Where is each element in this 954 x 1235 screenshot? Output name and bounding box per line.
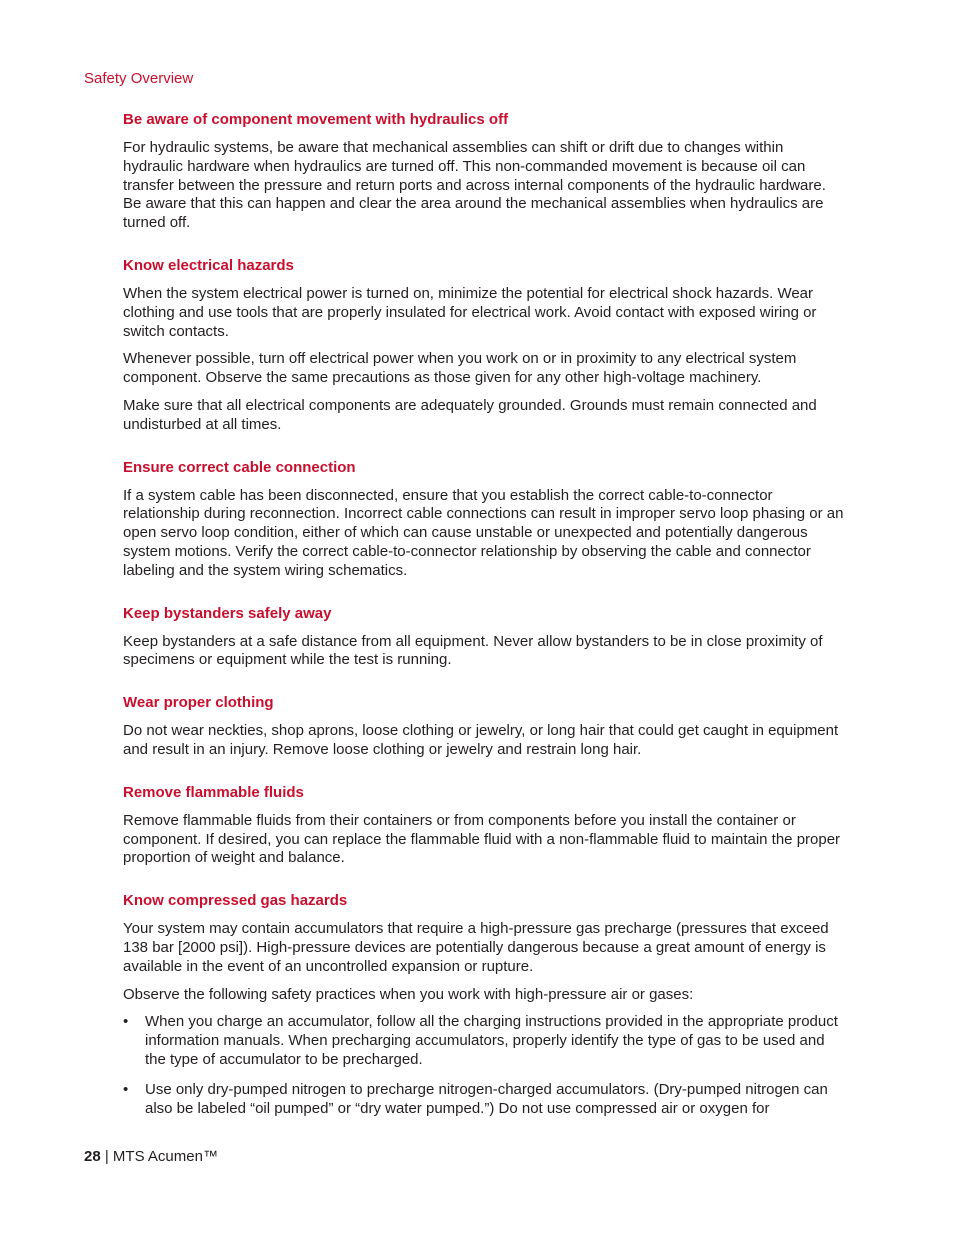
- section-flammable-fluids: [123, 783, 845, 868]
- bullet-glyph: •: [123, 1080, 129, 1098]
- section-heading: Ensure correct cable connection: [123, 458, 356, 476]
- bullet-list: [123, 1013, 845, 1118]
- section-heading: Wear proper clothing: [123, 694, 274, 712]
- paragraph: For hydraulic systems, be aware that mechanical assemblies can shift or drift due to changes within hydraulic hardware when hydraulics are turned off. This non-commanded movement is because oil can transfer between the pressure and return ports and across internal components of the hydraulic hardware. Be aware that this can happen and clear the area around the mechanical assemblies when hydraulics are turned off.: [123, 139, 826, 232]
- section-bystanders: [123, 604, 845, 671]
- list-item: [123, 1081, 845, 1119]
- product-name: MTS Acumen™: [112, 1148, 218, 1165]
- page-number: 28: [84, 1148, 101, 1165]
- paragraph: Keep bystanders at a safe distance from all equipment. Never allow bystanders to be in close proximity of specimens or equipment while the test is running.: [123, 632, 823, 669]
- paragraph: Remove flammable fluids from their containers or from components before you install the container or component. If desired, you can replace the flammable fluid with a non-flammable fluid to maintain the proper proportion of weight and balance.: [123, 811, 841, 867]
- page-content: [123, 110, 845, 1129]
- section-clothing: [123, 693, 845, 760]
- section-heading: Know electrical hazards: [123, 256, 294, 274]
- running-head: Safety Overview: [84, 70, 194, 87]
- page-footer: [84, 1148, 218, 1165]
- section-heading: Know compressed gas hazards: [123, 892, 348, 910]
- footer-separator: |: [100, 1148, 113, 1165]
- section-electrical-hazards: [123, 256, 845, 435]
- list-item-text: Use only dry-pumped nitrogen to precharge nitrogen-charged accumulators. (Dry-pumped nitrogen can also be labeled “oil pumped” or “dry water pumped.”) Do not use compressed air or oxygen for: [145, 1080, 828, 1117]
- paragraph: Do not wear neckties, shop aprons, loose clothing or jewelry, or long hair that could get caught in equipment and result in an injury. Remove loose clothing or jewelry and restrain long hair.: [123, 722, 839, 758]
- paragraph: Whenever possible, turn off electrical power when you work on or in proximity to any electrical system component. Observe the same precautions as those given for any other high-voltage machinery.: [123, 350, 797, 387]
- paragraph: When the system electrical power is turned on, minimize the potential for electrical shock hazards. Wear clothing and use tools that are properly insulated for electrical work. Avoid contact with exposed wiring or switch contacts.: [123, 284, 817, 340]
- section-heading: Remove flammable fluids: [123, 783, 304, 801]
- paragraph: Make sure that all electrical components are adequately grounded. Grounds must remain connected and undisturbed at all times.: [123, 396, 817, 433]
- paragraph: If a system cable has been disconnected, ensure that you establish the correct cable-to-connector relationship during reconnection. Incorrect cable connections can result in improper servo loop phasing or an open servo loop condition, either of which can cause unstable or unexpected and potentially dangerous system motions. Verify the correct cable-to-connector relationship by observing the cable and connector labeling and the system wiring schematics.: [123, 486, 844, 579]
- section-cable-connection: [123, 458, 845, 581]
- list-item: [123, 1013, 845, 1069]
- section-compressed-gas: [123, 891, 845, 1118]
- section-heading: Be aware of component movement with hydraulics off: [123, 111, 509, 128]
- section-heading: Keep bystanders safely away: [123, 604, 332, 622]
- paragraph: Observe the following safety practices when you work with high-pressure air or gases:: [123, 985, 694, 1003]
- bullet-glyph: •: [123, 1013, 129, 1031]
- list-item-text: When you charge an accumulator, follow all the charging instructions provided in the appropriate product information manuals. When precharging accumulators, properly identify the type of gas to be used and the type of accumulator to be precharged.: [145, 1013, 838, 1068]
- section-hydraulics-off: [123, 110, 845, 233]
- paragraph: Your system may contain accumulators that require a high-pressure gas precharge (pressures that exceed 138 bar [2000 psi]). High-pressure devices are potentially dangerous because a great amount of energy is available in the event of an uncontrolled expansion or rupture.: [123, 920, 829, 975]
